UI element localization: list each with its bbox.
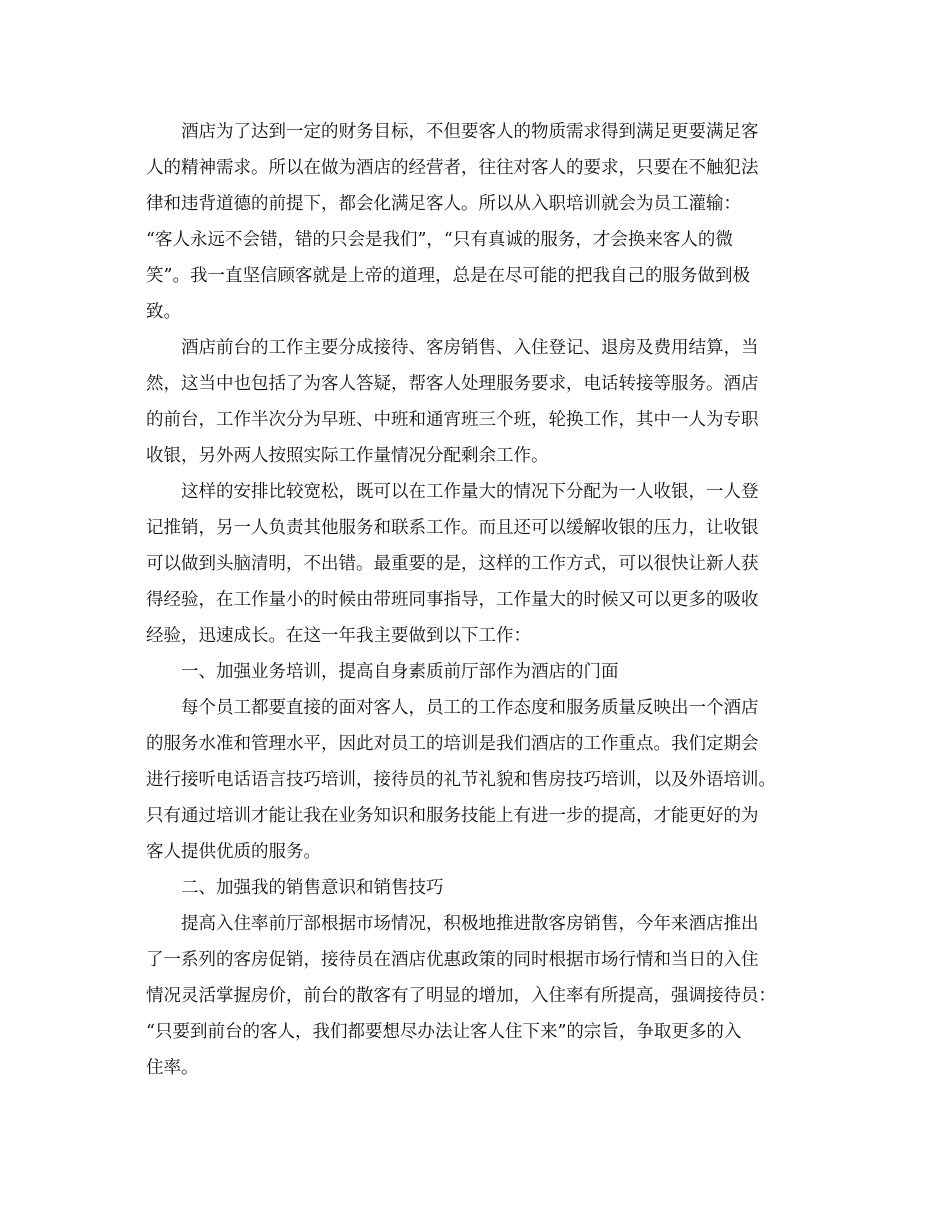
text-line: 进行接听电话语言技巧培训，接待员的礼节礼貌和售房技巧培训，以及外语培训。 [146,770,776,790]
text-line: “客人永远不会错，错的只会是我们”，“只有真诚的服务，才会换来客人的微 [146,230,733,250]
text-line: 这样的安排比较宽松，既可以在工作量大的情况下分配为一人收银，一人登 [181,482,759,502]
text-line: 的前台，工作半次分为早班、中班和通宵班三个班，轮换工作，其中一人为专职 [146,410,759,430]
text-line: 酒店为了达到一定的财务目标，不但要客人的物质需求得到满足更要满足客 [181,122,759,142]
text-line: 笑”。我一直坚信顾客就是上帝的道理，总是在尽可能的把我自己的服务做到极 [146,266,750,286]
text-line: 住率。 [146,1058,199,1078]
text-line: 了一系列的客房促销，接待员在酒店优惠政策的同时根据市场行情和当日的入住 [146,950,759,970]
text-line: 可以做到头脑清明，不出错。最重要的是，这样的工作方式，可以很快让新人获 [146,554,759,574]
text-line: 人的精神需求。所以在做为酒店的经营者，往往对客人的要求，只要在不触犯法 [146,158,759,178]
text-line: 律和违背道德的前提下，都会化满足客人。所以从入职培训就会为员工灌输： [146,194,741,214]
text-line: 经验，迅速成长。在这一年我主要做到以下工作： [146,626,531,646]
text-line: 收银，另外两人按照实际工作量情况分配剩余工作。 [146,446,549,466]
section-heading: 二、加强我的销售意识和销售技巧 [181,878,444,898]
text-line: 客人提供优质的服务。 [146,842,321,862]
text-line: 得经验，在工作量小的时候由带班同事指导，工作量大的时候又可以更多的吸收 [146,590,759,610]
text-line: 记推销，另一人负责其他服务和联系工作。而且还可以缓解收银的压力，让收银 [146,518,759,538]
text-line: 酒店前台的工作主要分成接待、客房销售、入住登记、退房及费用结算，当 [181,338,759,358]
text-line: 提高入住率前厅部根据市场情况，积极地推进散客房销售，今年来酒店推出 [181,914,759,934]
text-line: 只有通过培训才能让我在业务知识和服务技能上有进一步的提高，才能更好的为 [146,806,759,826]
text-line: 每个员工都要直接的面对客人，员工的工作态度和服务质量反映出一个酒店 [181,698,759,718]
text-line: 的服务水准和管理水平，因此对员工的培训是我们酒店的工作重点。我们定期会 [146,734,759,754]
text-line: 然，这当中也包括了为客人答疑，帮客人处理服务要求，电话转接等服务。酒店 [146,374,759,394]
text-line: 致。 [146,302,181,322]
text-line: 情况灵活掌握房价，前台的散客有了明显的增加，入住率有所提高，强调接待员： [146,986,776,1006]
text-line: “只要到前台的客人，我们都要想尽办法让客人住下来”的宗旨，争取更多的入 [146,1022,742,1042]
section-heading: 一、加强业务培训，提高自身素质前厅部作为酒店的门面 [181,662,619,682]
